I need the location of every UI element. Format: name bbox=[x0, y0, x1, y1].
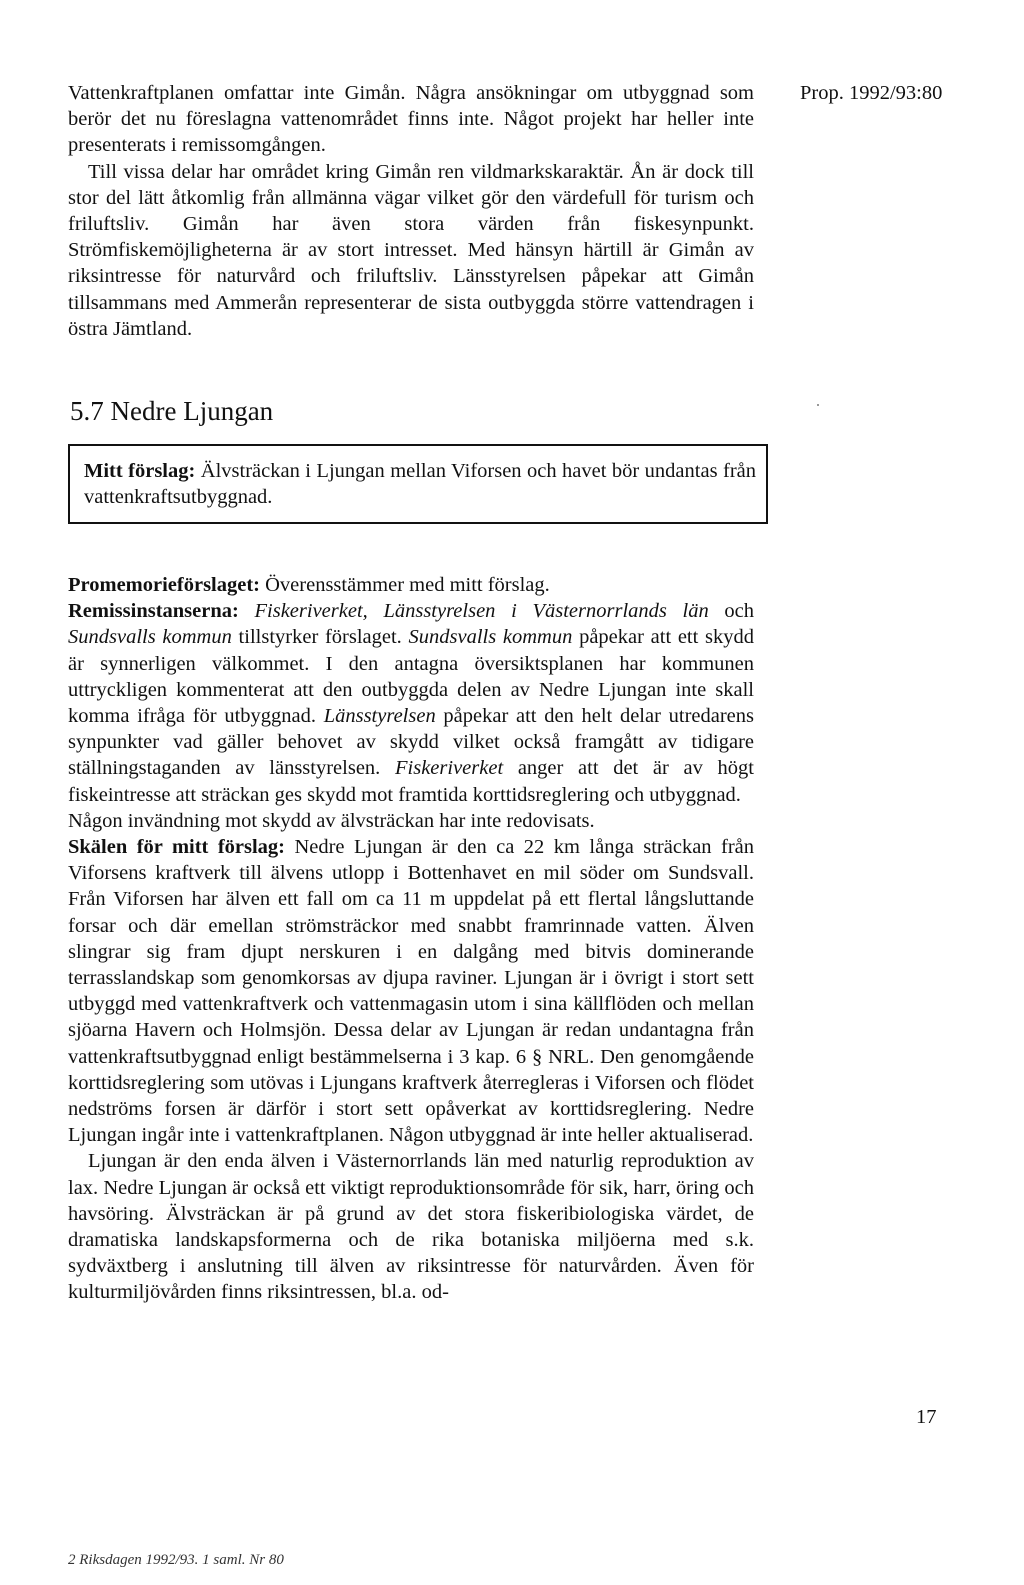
remiss-label: Remissinstanserna: bbox=[68, 600, 239, 623]
paragraph-remissinstanserna bbox=[68, 598, 754, 808]
remiss-text-2: tillstyrker förslaget. bbox=[231, 626, 409, 649]
proposal-text: Älvsträckan i Ljungan mellan Viforsen och havet bör undantas från vattenkraftsutbyggnad. bbox=[84, 460, 756, 509]
proposal-box bbox=[68, 444, 768, 524]
footer-reference: 2 Riksdagen 1992/93. 1 saml. Nr 80 bbox=[68, 1552, 284, 1568]
page-number: 17 bbox=[916, 1406, 937, 1428]
skalen-text: Nedre Ljungan är den ca 22 km långa sträckan från Viforsens kraftverk till älvens utlopp i Bottenhavet en mil söder om Sundsvall. Från Viforsen har älven ett fall om ca 11 m uppdelat på ett flertal långsluttande forsar och där emellan strömsträckor med snabbt framrinnade vatten. Älven slingrar sig fram djupt nerskuren i en dalgång med bitvis dominerande terrasslandskap som genomkorsas av djupa raviner. Ljungan är i övrigt i stort sett utbyggd med vattenkraftverk och vattenmagasin utom i sina källflöden och mellan sjöarna Havern och Holmsjön. Dessa delar av Ljungan är redan undantagna från vattenkraftsutbyggnad enligt bestämmelserna i 3 kap. 6 § NRL. Den genomgående korttidsreglering som utövas i Ljungans kraftverk återregleras i Viforsen och flödet nedströms forsen är därför i stort sett opåverkat av korttidsreglering. Nedre Ljungan ingår inte i vattenkraftplanen. Någon utbyggnad är inte heller aktualiserad. bbox=[68, 836, 754, 1147]
paragraph-promemoria bbox=[68, 572, 754, 598]
paragraph-no-objection: Någon invändning mot skydd av älvsträckan har inte redovisats. bbox=[68, 809, 595, 832]
remiss-italic-2: Sundsvalls kommun bbox=[68, 626, 232, 649]
proposal-label: Mitt förslag: bbox=[84, 460, 196, 482]
paragraph-lax: Ljungan är den enda älven i Västernorrlands län med naturlig reproduktion av lax. Nedre Ljungan är också ett viktigt reproduktionsområde för sik, harr, öring och havsöring. Älvsträckan är på grund av det stora fiskeribiologiska värdet, de dramatiska landskapsformerna och de rika botaniska miljöerna med s.k. sydväxtberg i anslutning till älven av riksintresse för naturvården. Även för kulturmiljövården finns riksintressen, bl.a. od- bbox=[68, 1150, 754, 1304]
remiss-text-3: påpekar att ett skydd är synnerligen välkommet. I den antagna översiktsplanen har kommunen uttryckligen kommenterat att den outbyggda delen av Nedre Ljungan inte skall komma ifråga för utbyggnad. bbox=[68, 626, 754, 728]
promemoria-text: Överensstämmer med mitt förslag. bbox=[260, 574, 550, 596]
remiss-italic-1: Fiskeriverket, Länsstyrelsen i Västernorrlands län bbox=[254, 600, 709, 623]
remiss-italic-4: Länsstyrelsen bbox=[323, 705, 436, 728]
body-text-block bbox=[68, 572, 754, 1306]
proposition-reference: Prop. 1992/93:80 bbox=[800, 82, 943, 104]
paragraph-vattenkraftplanen: Vattenkraftplanen omfattar inte Gimån. Några ansökningar om utbyggnad som berör det nu föreslagna vattenområdet finns inte. Något projekt har heller inte presenterats i remissomgången. bbox=[68, 82, 754, 157]
remiss-italic-5: Fiskeriverket bbox=[395, 757, 504, 780]
scan-speck bbox=[817, 404, 819, 406]
remiss-text-5: anger att det är av högt fiskeintresse att sträckan ges skydd mot framtida korttidsreglering och utbyggnad. bbox=[68, 757, 755, 806]
remiss-text-4: påpekar att den helt delar utredarens synpunkter vad gäller behovet av skydd vilket också framgått av tidigare ställningstaganden av länsstyrelsen. bbox=[68, 705, 755, 780]
section-heading: 5.7 Nedre Ljungan bbox=[70, 396, 274, 426]
paragraph-skalen bbox=[68, 834, 754, 1148]
promemoria-label: Promemorieförslaget: bbox=[68, 574, 260, 596]
remiss-italic-3: Sundsvalls kommun bbox=[408, 626, 573, 649]
skalen-label: Skälen för mitt förslag: bbox=[68, 836, 285, 859]
paragraph-gimån-values: Till vissa delar har området kring Gimån ren vildmarkskaraktär. Ån är dock till stor del lätt åtkomlig från allmänna vägar vilket gör den värdefull för turism och friluftsliv. Gimån har även stora värden från fiskesynpunkt. Strömfiskemöjligheterna är av stort intresset. Med hänsyn härtill är Gimån av riksintresse för naturvård och friluftsliv. Länsstyrelsen påpekar att Gimån tillsammans med Ammerån representerar de sista outbyggda större vattendragen i östra Jämtland. bbox=[68, 160, 754, 340]
remiss-text-1: och bbox=[708, 600, 754, 623]
top-text-block bbox=[68, 80, 754, 342]
